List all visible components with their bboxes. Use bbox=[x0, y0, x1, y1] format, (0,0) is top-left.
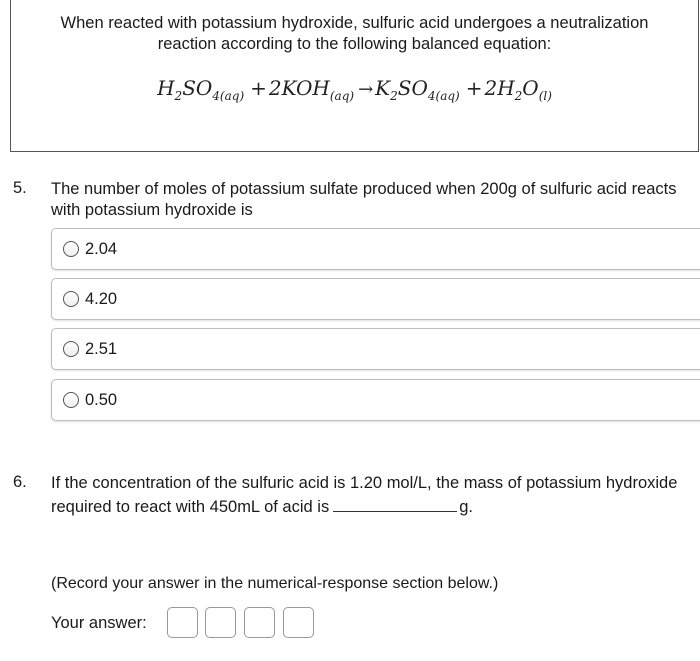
reaction-info-box bbox=[10, 0, 699, 152]
eq-arrow: → bbox=[358, 79, 374, 100]
record-answer-note: (Record your answer in the numerical-response section below.) bbox=[51, 575, 499, 592]
your-answer-label: Your answer: bbox=[51, 614, 147, 632]
radio-button[interactable] bbox=[63, 392, 79, 408]
eq-water-state: (l) bbox=[538, 89, 552, 103]
eq-k2so4-state: 4(aq) bbox=[427, 89, 460, 103]
reaction-description bbox=[11, 13, 698, 55]
eq-water-o: O bbox=[522, 76, 539, 100]
radio-button[interactable] bbox=[63, 341, 79, 357]
q5-option-4[interactable] bbox=[51, 379, 700, 421]
q5-option-2-label: 4.20 bbox=[85, 290, 118, 308]
answer-digit-box-2[interactable] bbox=[205, 607, 236, 638]
eq-water-sub-2: 2 bbox=[514, 89, 523, 103]
q5-option-2[interactable] bbox=[51, 278, 700, 320]
question-5-text: The number of moles of potassium sulfate produced when 200g of sulfuric acid reacts with potassium hydroxide is bbox=[51, 180, 677, 219]
reaction-description-line-1: When reacted with potassium hydroxide, sulfuric acid undergoes a neutralization bbox=[60, 14, 649, 32]
reaction-description-line-2: reaction according to the following balanced equation: bbox=[157, 35, 552, 53]
q5-option-4-label: 0.50 bbox=[85, 391, 118, 409]
balanced-equation bbox=[11, 76, 698, 103]
q5-option-1-label: 2.04 bbox=[85, 240, 118, 258]
eq-h2so4-h: H bbox=[157, 76, 175, 100]
eq-koh: 2KOH bbox=[268, 76, 330, 100]
eq-plus-2: + bbox=[465, 76, 483, 100]
question-6-number: 6. bbox=[13, 473, 27, 491]
eq-plus-1: + bbox=[250, 76, 267, 100]
answer-digit-box-3[interactable] bbox=[244, 607, 275, 638]
eq-k2so4-so: SO bbox=[397, 76, 428, 100]
q5-option-3-label: 2.51 bbox=[85, 340, 118, 358]
radio-button[interactable] bbox=[63, 291, 79, 307]
question-6-text bbox=[51, 473, 691, 518]
eq-h2so4-state: 4(aq) bbox=[212, 89, 245, 103]
eq-water-2h: 2H bbox=[484, 76, 515, 100]
eq-h2so4-sub-2: 2 bbox=[174, 89, 183, 103]
question-6-unit: g. bbox=[459, 498, 473, 516]
answer-blank bbox=[333, 494, 457, 512]
eq-k2so4-k: K bbox=[375, 76, 391, 100]
eq-koh-state: (aq) bbox=[329, 89, 355, 103]
eq-k2so4-sub-2: 2 bbox=[390, 89, 398, 103]
q5-option-3[interactable] bbox=[51, 328, 700, 370]
eq-h2so4-so: SO bbox=[182, 76, 213, 100]
radio-button[interactable] bbox=[63, 241, 79, 257]
q5-option-1[interactable] bbox=[51, 228, 700, 270]
question-5-number: 5. bbox=[13, 179, 27, 197]
answer-digit-box-1[interactable] bbox=[167, 607, 198, 638]
question-6-body: If the concentration of the sulfuric acid is 1.20 mol/L, the mass of potassium hydroxide required to react with 450mL of acid is bbox=[51, 474, 678, 516]
answer-digit-box-4[interactable] bbox=[283, 607, 314, 638]
